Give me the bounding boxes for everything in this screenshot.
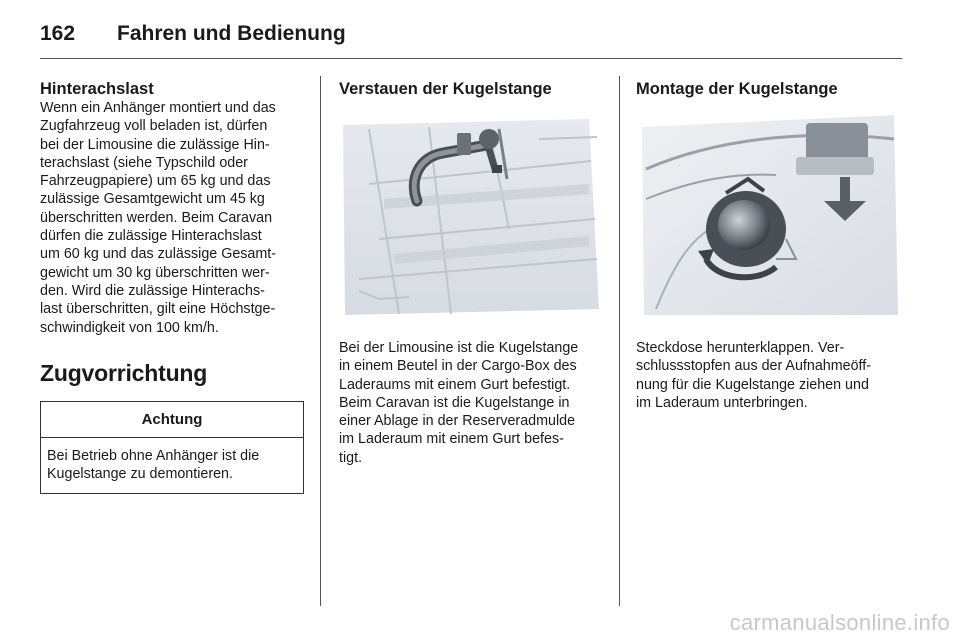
stowing-text: Bei der Limousine ist die Kugelstange in einem Beutel in der Cargo-Box des Laderaums mit einem Gurt befestigt. Beim Caravan ist die Kugelstange in einer Ablage in der Reserveradmulde im Laderaum mit einem Gurt befes- tigt. (339, 340, 579, 466)
column-divider (320, 76, 321, 606)
column-mounting-towbar (636, 80, 902, 412)
warning-text: Bei Betrieb ohne Anhänger ist die Kugelstange zu demontieren. (47, 447, 260, 483)
warning-title: Achtung (41, 402, 303, 438)
column-rear-axle-load (40, 80, 304, 494)
mounting-text: Steckdose herunterklappen. Ver- schlussstopfen aus der Aufnahmeöff- nung für die Kugelstange ziehen und im Laderaum unterbringen. (636, 340, 871, 411)
rear-axle-load-text: Wenn ein Anhänger montiert und das Zugfahrzeug voll beladen ist, dürfen bei der Limousine die zulässige Hin- terachslast (siehe Typschild oder Fahrzeugpapiere) um 65 kg und das zulässige Gesamtgewicht um 45 kg überschritten werden. Beim Caravan dürfen die zulässige Hinterachslast um 60 kg und das zulässige Gesamt- gewicht um 30 kg überschritten wer- den. Wird die zulässige Hinterachs- last überschritten, gilt eine Höchstge- schwindigkeit von 100 km/h. (40, 100, 277, 336)
chapter-title: Fahren und Bedienung (117, 22, 346, 45)
section-heading-stowing: Verstauen der Kugelstange (339, 80, 552, 98)
watermark: carmanualsonline.info (729, 610, 950, 635)
illustration-socket-fold-down (636, 109, 902, 321)
warning-box (40, 401, 304, 495)
section-heading-rear-axle-load: Hinterachslast (40, 80, 154, 98)
column-stowing-towbar (339, 80, 603, 467)
page-number: 162 (40, 22, 76, 45)
page-header (40, 18, 902, 59)
illustration-towbar-stowed-in-cargo-box (339, 109, 603, 321)
column-divider (619, 76, 620, 606)
section-title-towing-device: Zugvorrichtung (40, 359, 208, 386)
section-heading-mounting: Montage der Kugelstange (636, 80, 838, 98)
